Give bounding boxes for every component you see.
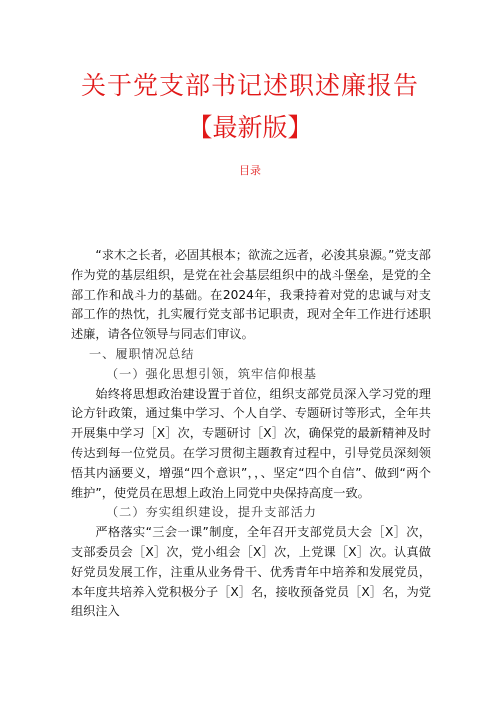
document-subtitle: 【最新版】 (187, 113, 313, 142)
body-paragraph: 始终将思想政治建设置于首位，组织支部党员深入学习党的理论方针政策，通过集中学习、个人自学、专题研讨等形式，全年共开展集中学习［X］次，专题研讨［X］次，确保党的最新精神及时传达到每一位党员。在学习贯彻主题教育过程中，引导党员深刻领悟其内涵要义，增强“四个意识”，，、坚定“四个自信”、做到“两个维护”，使党员在思想上政治上同党中央保持高度一致。 (71, 386, 431, 500)
document-body (71, 246, 431, 622)
intro-paragraph: “求木之长者，必固其根本；欲流之远者，必浚其泉源。”党支部作为党的基层组织，是党在社会基层组织中的战斗堡垒，是党的全部工作和战斗力的基础。在2024年，我秉持着对党的忠诚与对支部工作的热忱，扎实履行党支部书记职责，现对全年工作进行述职述廉，请各位领导与同志们审议。 (71, 248, 431, 342)
document-title: 关于党支部书记述职述廉报告 (80, 71, 419, 100)
section-heading: 一、履职情况总结 (89, 346, 195, 361)
body-paragraph: 严格落实“三会一课”制度，全年召开支部党员大会［X］次，支部委员会［X］次，党小组会［X］次，上党课［X］次。认真做好党员发展工作，注重从业务骨干、优秀青年中培养和发展党员，本年度共培养入党积极分子［X］名，接收预备党员［X］名，为党组织注入 (71, 525, 431, 619)
subsection-heading: （一）强化思想引领，筑牢信仰根基 (106, 366, 317, 381)
subsection-heading: （二）夯实组织建设，提升支部活力 (106, 505, 317, 520)
toc-label: 目录 (239, 164, 261, 177)
